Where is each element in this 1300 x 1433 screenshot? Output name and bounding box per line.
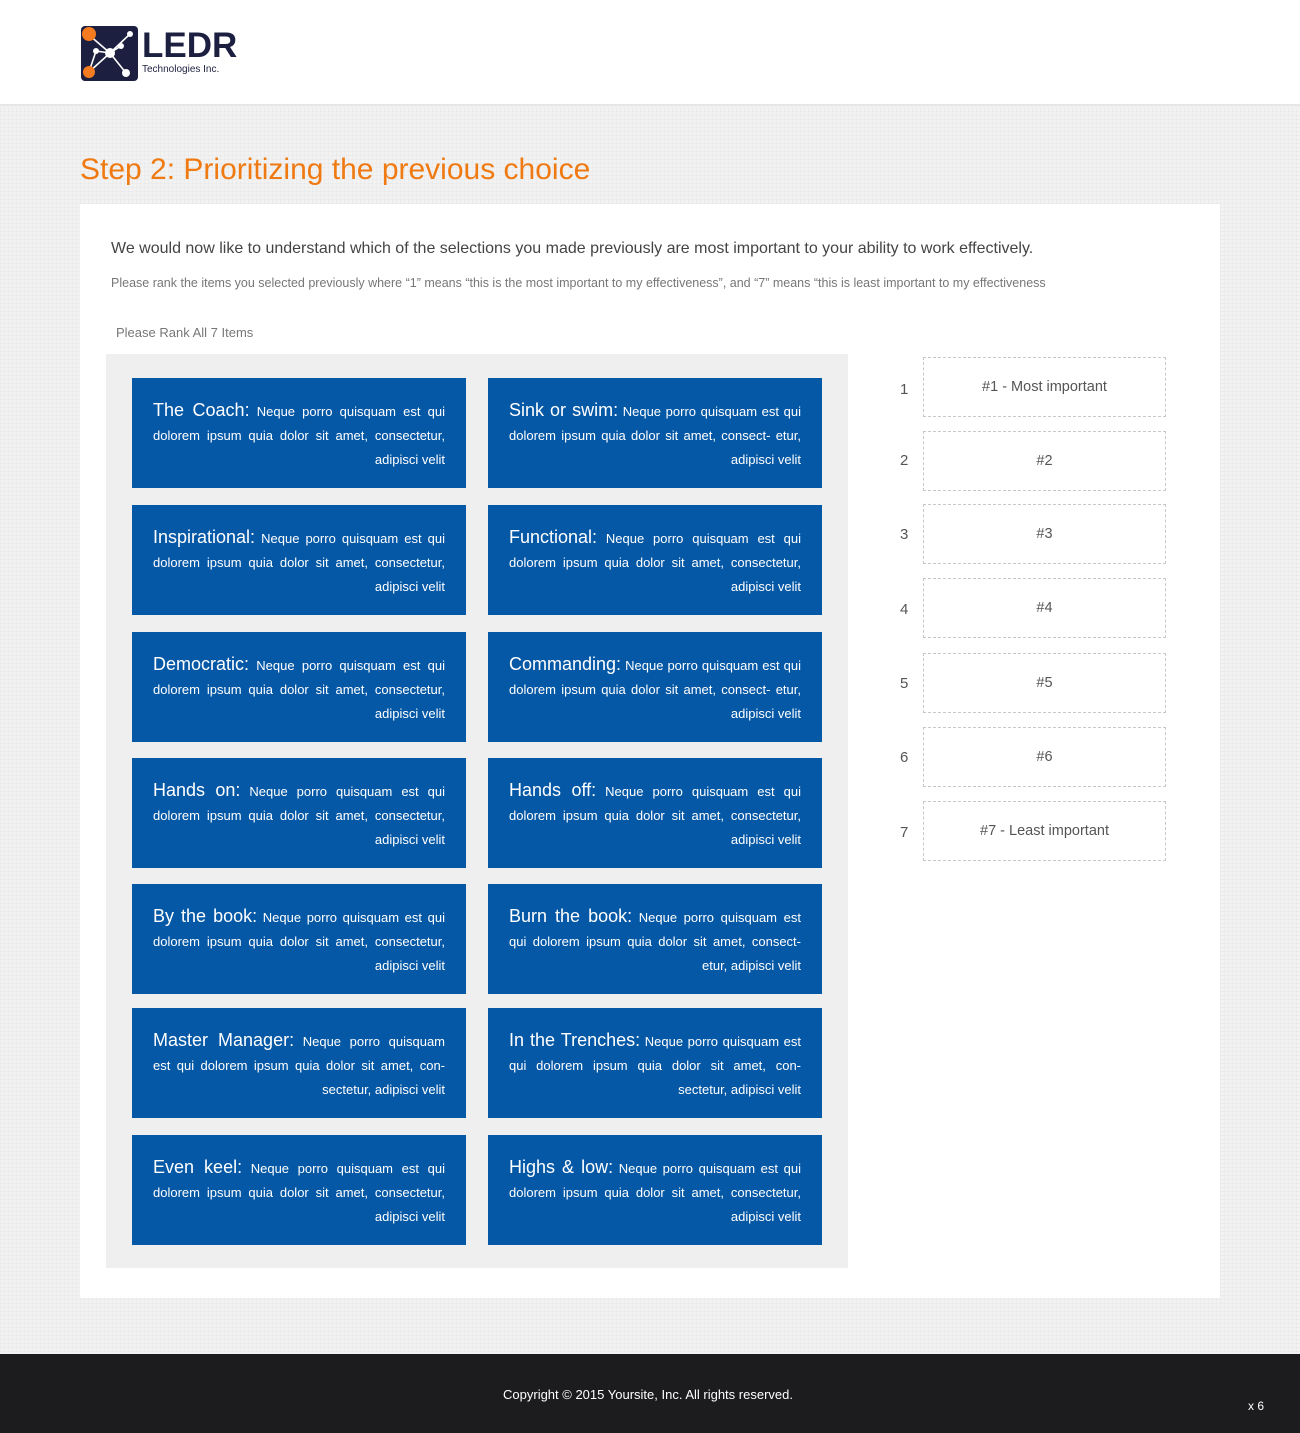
rank-slots xyxy=(900,357,1170,867)
rank-slot-2[interactable]: #2 xyxy=(923,431,1166,491)
logo-network-icon xyxy=(80,25,140,83)
draggable-item-democratic[interactable] xyxy=(132,632,466,742)
item-description: Neque porro quisquam est qui dolorem ipsum quia dolor sit amet, consectetur, adipisci velit xyxy=(509,1161,801,1224)
draggable-item-even-keel[interactable] xyxy=(132,1135,466,1245)
item-name: Democratic: xyxy=(153,654,250,674)
item-name: Even keel: xyxy=(153,1157,243,1177)
rank-slot-3[interactable]: #3 xyxy=(923,504,1166,564)
item-description: Neque porro quisquam est qui dolorem ipsum quia dolor sit amet, consectetur, adipisci velit xyxy=(509,784,801,847)
rank-slot-6[interactable]: #6 xyxy=(923,727,1166,787)
item-description: Neque porro quisquam est qui dolorem ipsum quia dolor sit amet, consectetur, adipisci velit xyxy=(153,910,445,973)
item-description: Neque porro quisquam est qui dolorem ipsum quia dolor sit amet, con- sectetur, adipisci velit xyxy=(153,1034,445,1097)
item-description: Neque porro quisquam est qui dolorem ipsum quia dolor sit amet, consect- etur, adipisci velit xyxy=(509,404,801,467)
item-name: Burn the book: xyxy=(509,906,633,926)
item-description: Neque porro quisquam est qui dolorem ipsum quia dolor sit amet, consectetur, adipisci velit xyxy=(153,658,445,721)
rank-slot-7[interactable]: #7 - Least important xyxy=(923,801,1166,861)
rank-number-2: 2 xyxy=(900,452,909,469)
copyright-text: Copyright © 2015 Yoursite, Inc. All rights reserved. xyxy=(503,1387,793,1402)
item-name: Functional: xyxy=(509,527,598,547)
item-description: Neque porro quisquam est qui dolorem ipsum quia dolor sit amet, consect- etur, adipisci velit xyxy=(509,910,801,973)
draggable-item-in-the-trenches[interactable] xyxy=(488,1008,822,1118)
draggable-item-hands-on[interactable] xyxy=(132,758,466,868)
item-name: Hands off: xyxy=(509,780,597,800)
draggable-item-the-coach[interactable] xyxy=(132,378,466,488)
item-description: Neque porro quisquam est qui dolorem ipsum quia dolor sit amet, consectetur, adipisci velit xyxy=(153,404,445,467)
rank-slot-1[interactable]: #1 - Most important xyxy=(923,357,1166,417)
item-name: Sink or swim: xyxy=(509,400,619,420)
rank-number-3: 3 xyxy=(900,526,909,543)
rank-number-4: 4 xyxy=(900,601,909,618)
draggable-item-sink-or-swim[interactable] xyxy=(488,378,822,488)
draggable-item-burn-the-book[interactable] xyxy=(488,884,822,994)
item-description: Neque porro quisquam est qui dolorem ipsum quia dolor sit amet, consectetur, adipisci velit xyxy=(153,1161,445,1224)
rank-caption: Please Rank All 7 Items xyxy=(116,325,254,340)
instructions-text: Please rank the items you selected previously where “1” means “this is the most important to my effectiveness”, and “7” means “this is least important to my effectiveness xyxy=(111,276,1046,290)
item-name: By the book: xyxy=(153,906,258,926)
rank-number-1: 1 xyxy=(900,381,909,398)
draggable-item-functional[interactable] xyxy=(488,505,822,615)
item-name: In the Trenches: xyxy=(509,1030,641,1050)
item-name: The Coach: xyxy=(153,400,250,420)
logo-wordmark: LEDR xyxy=(142,26,238,65)
item-name: Master Manager: xyxy=(153,1030,295,1050)
item-description: Neque porro quisquam est qui dolorem ipsum quia dolor sit amet, consect- etur, adipisci velit xyxy=(509,658,801,721)
site-footer xyxy=(0,1354,1300,1433)
rank-number-6: 6 xyxy=(900,749,909,766)
item-description: Neque porro quisquam est qui dolorem ipsum quia dolor sit amet, consectetur, adipisci velit xyxy=(153,531,445,594)
draggable-item-commanding[interactable] xyxy=(488,632,822,742)
rank-number-5: 5 xyxy=(900,675,909,692)
item-name: Hands on: xyxy=(153,780,241,800)
draggable-item-hands-off[interactable] xyxy=(488,758,822,868)
item-description: Neque porro quisquam est qui dolorem ipsum quia dolor sit amet, con- sectetur, adipisci velit xyxy=(509,1034,801,1097)
draggable-item-by-the-book[interactable] xyxy=(132,884,466,994)
draggable-item-master-manager[interactable] xyxy=(132,1008,466,1118)
draggable-item-inspirational[interactable] xyxy=(132,505,466,615)
item-name: Inspirational: xyxy=(153,527,256,547)
repeat-badge: x 6 xyxy=(1248,1399,1265,1413)
intro-text: We would now like to understand which of the selections you made previously are most important to your ability to work effectively. xyxy=(111,240,1034,257)
rank-number-7: 7 xyxy=(900,824,909,841)
logo-tagline: Technologies Inc. xyxy=(142,64,220,75)
ranking-card xyxy=(80,204,1220,1298)
page-title: Step 2: Prioritizing the previous choice xyxy=(80,153,591,186)
rank-slot-4[interactable]: #4 xyxy=(923,578,1166,638)
item-name: Highs & low: xyxy=(509,1157,614,1177)
draggable-item-highs-and-low[interactable] xyxy=(488,1135,822,1245)
item-description: Neque porro quisquam est qui dolorem ipsum quia dolor sit amet, consectetur, adipisci velit xyxy=(153,784,445,847)
item-description: Neque porro quisquam est qui dolorem ipsum quia dolor sit amet, consectetur, adipisci velit xyxy=(509,531,801,594)
item-name: Commanding: xyxy=(509,654,622,674)
site-header xyxy=(0,0,1300,106)
items-pool xyxy=(106,354,848,1268)
company-logo[interactable] xyxy=(80,25,240,85)
rank-slot-5[interactable]: #5 xyxy=(923,653,1166,713)
